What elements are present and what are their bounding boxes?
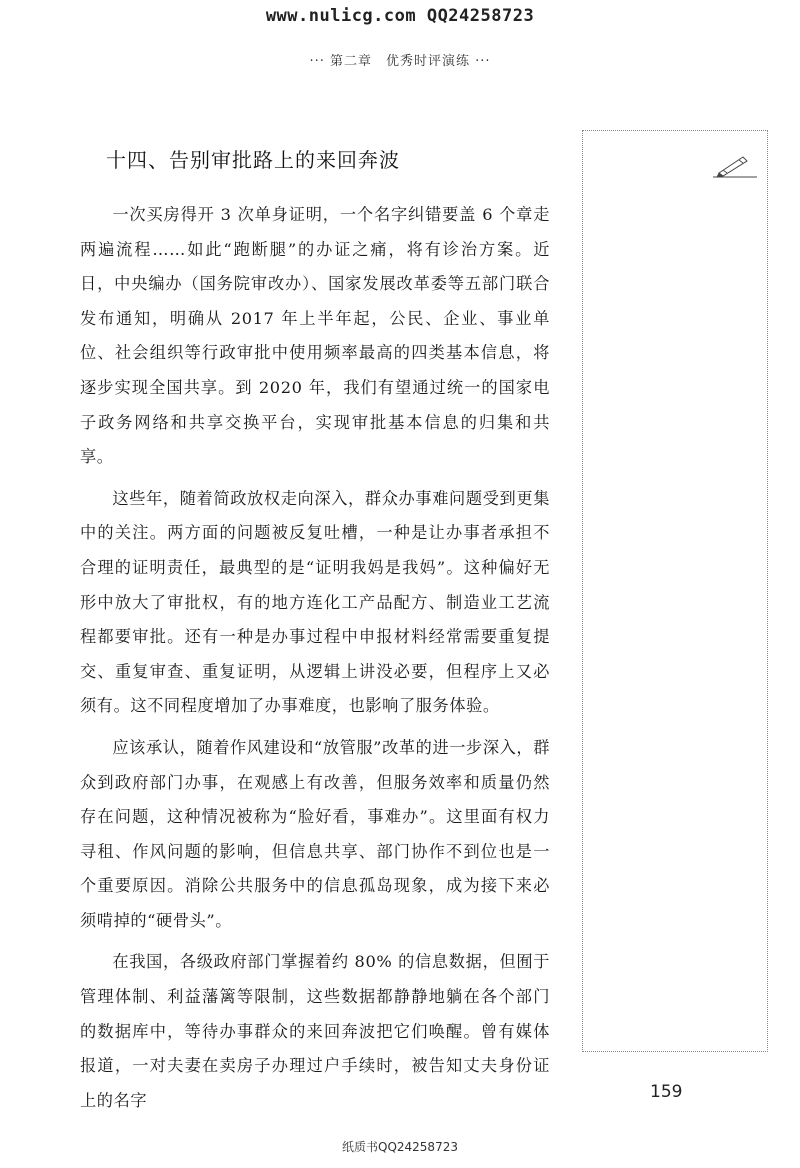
- section-title: 十四、告别审批路上的来回奔波: [106, 148, 400, 172]
- paragraph-1: 一次买房得开 3 次单身证明，一个名字纠错要盖 6 个章走两遍流程……如此“跑断腿”的办证之痛，将有诊治方案。近日，中央编办（国务院审改办）、国家发展改革委等五部门联合发布通知，明确从 2017 年上半年起，公民、企业、事业单位、社会组织等行政审批中使用频率最高的四类基本信息，将逐步实现全国共享。到 2020 年，我们有望通过统一的国家电子政务网络和共享交换平台，实现审批基本信息的归集和共享。: [80, 205, 550, 467]
- article-body: [80, 198, 550, 1125]
- bottom-watermark: 纸质书QQ24258723: [342, 1140, 458, 1154]
- pen-writing-icon: [709, 151, 759, 183]
- running-header: ··· 第二章 优秀时评演练 ···: [309, 54, 491, 69]
- margin-notes-box: [582, 130, 768, 1052]
- top-watermark: www.nulicg.com QQ24258723: [265, 6, 535, 26]
- paragraph-2: 这些年，随着简政放权走向深入，群众办事难问题受到更集中的关注。两方面的问题被反复吐槽，一种是让办事者承担不合理的证明责任，最典型的是“证明我妈是我妈”。这种偏好无形中放大了审批权，有的地方连化工产品配方、制造业工艺流程都要审批。还有一种是办事过程中申报材料经常需要重复提交、重复审查、重复证明，从逻辑上讲没必要，但程序上又必须有。这不同程度增加了办事难度，也影响了服务体验。: [80, 488, 550, 716]
- paragraph-3: 应该承认，随着作风建设和“放管服”改革的进一步深入，群众到政府部门办事，在观感上有改善，但服务效率和质量仍然存在问题，这种情况被称为“脸好看，事难办”。这里面有权力寻租、作风问题的影响，但信息共享、部门协作不到位也是一个重要原因。消除公共服务中的信息孤岛现象，成为接下来必须啃掉的“硬骨头”。: [80, 737, 550, 930]
- paragraph-4: 在我国，各级政府部门掌握着约 80% 的信息数据，但囿于管理体制、利益藩篱等限制，这些数据都静静地躺在各个部门的数据库中，等待办事群众的来回奔波把它们唤醒。曾有媒体报道，一对夫妻在卖房子办理过户手续时，被告知丈夫身份证上的名字: [80, 952, 550, 1110]
- page-number: 159: [650, 1082, 683, 1102]
